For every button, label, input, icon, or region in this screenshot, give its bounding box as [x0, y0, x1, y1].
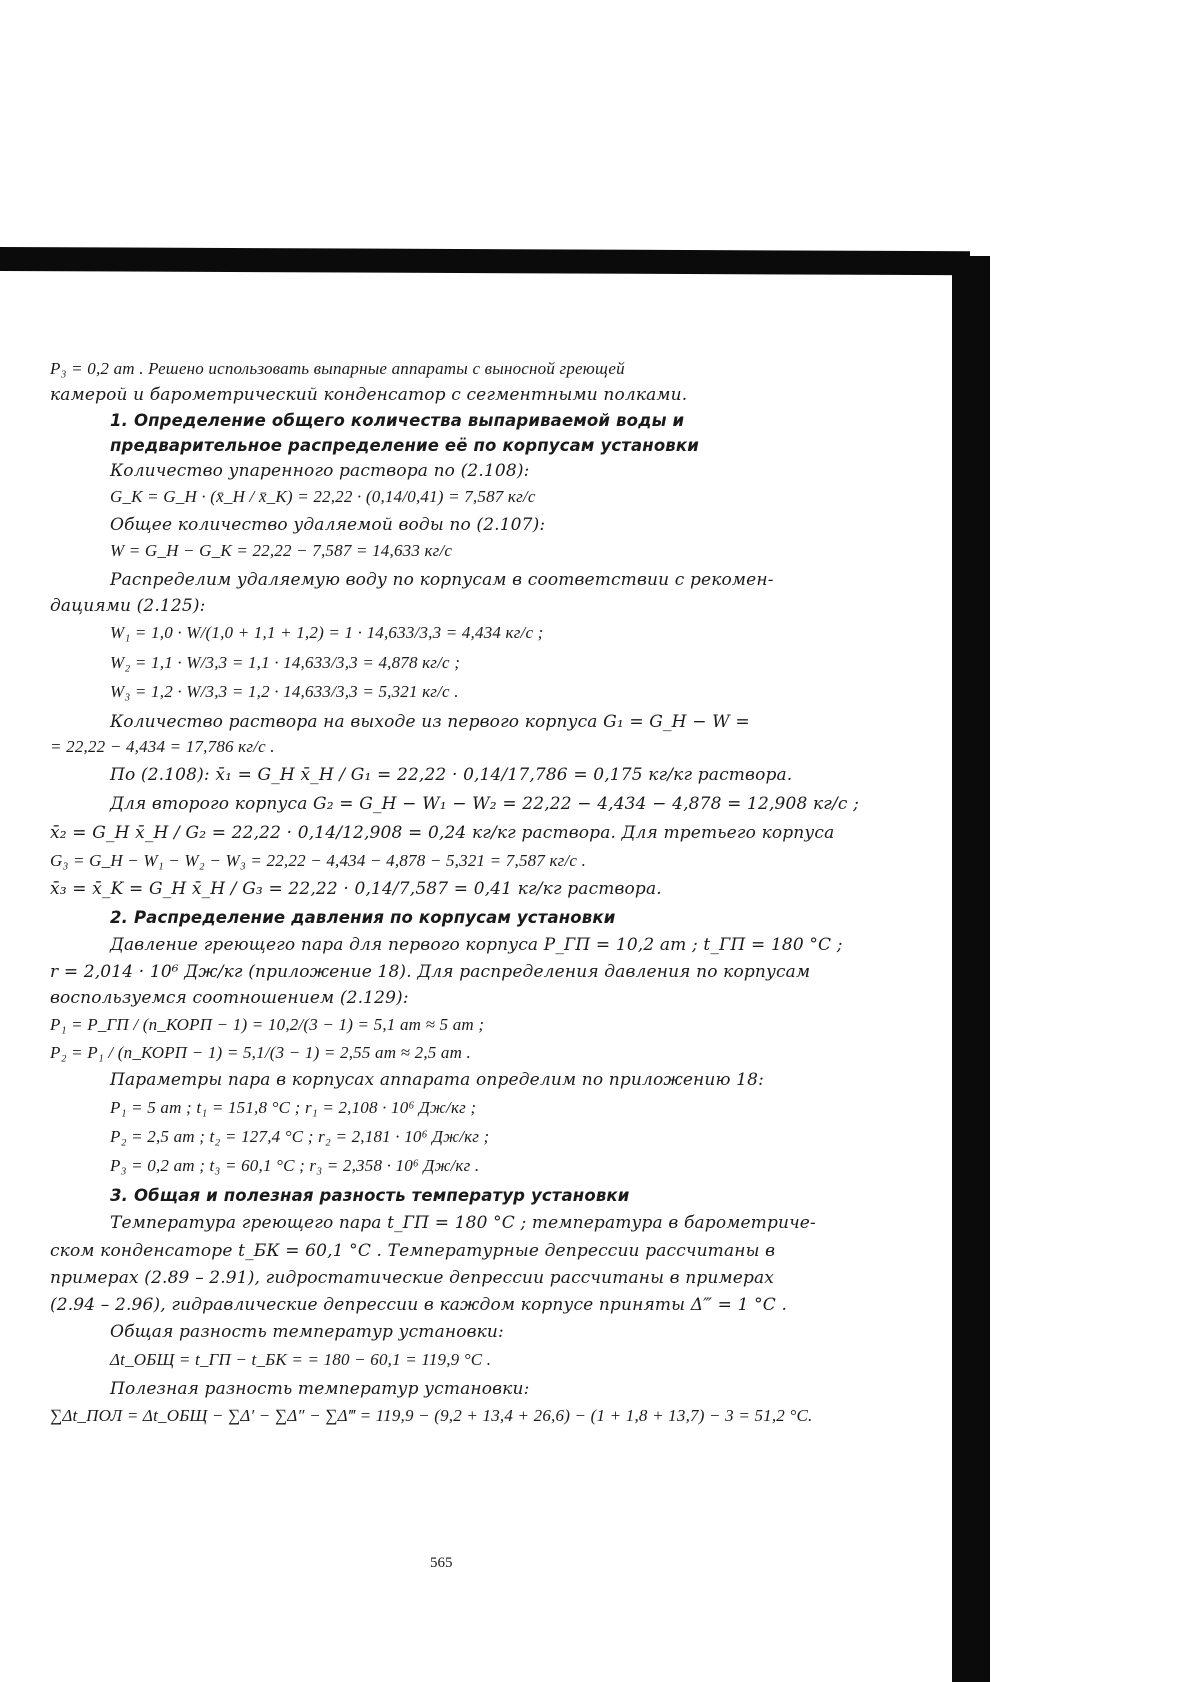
text-line: Общее количество удаляемой воды по (2.107):: [110, 515, 546, 535]
formula-line: G_K = G_H · (x̄_H / x̄_K) = 22,22 · (0,14/0,41) = 7,587 кг/с: [110, 487, 536, 506]
text-line: Полезная разность температур установки:: [110, 1379, 530, 1399]
text-line: Количество раствора на выходе из первого корпуса G₁ = G_H − W =: [110, 712, 750, 732]
section-heading: 2. Распределение давления по корпусам установки: [110, 908, 616, 927]
text-line: x̄₂ = G_H x̄_H / G₂ = 22,22 · 0,14/12,908 = 0,24 кг/кг раствора. Для третьего корпуса: [50, 823, 835, 843]
text-line: Давление греющего пара для первого корпуса P_ГП = 10,2 am ; t_ГП = 180 °C ;: [110, 935, 843, 955]
scan-edge-right: [952, 256, 990, 1682]
text-line: P₃ = 0,2 am . Решено использовать выпарные аппараты с выносной греющей: [50, 359, 625, 378]
text-line: ском конденсаторе t_БК = 60,1 °C . Температурные депрессии рассчитаны в: [50, 1241, 776, 1261]
section-heading: предварительное распределение её по корпусам установки: [110, 436, 699, 455]
section-heading: 1. Определение общего количества выпариваемой воды и: [110, 411, 685, 430]
formula-line: G₃ = G_H − W₁ − W₂ − W₃ = 22,22 − 4,434 − 4,878 − 5,321 = 7,587 кг/с .: [50, 851, 587, 870]
formula-line: = 22,22 − 4,434 = 17,786 кг/с .: [50, 737, 275, 756]
text-line: Температура греющего пара t_ГП = 180 °C ; температура в барометриче-: [110, 1213, 816, 1233]
formula-line: P₂ = 2,5 am ; t₂ = 127,4 °C ; r₂ = 2,181 · 10⁶ Дж/кг ;: [110, 1127, 490, 1146]
text-line: Количество упаренного раствора по (2.108):: [110, 461, 530, 481]
formula-line: ∑Δt_ПОЛ = Δt_ОБЩ − ∑Δ′ − ∑Δ″ − ∑Δ‴ = 119,9 − (9,2 + 13,4 + 26,6) − (1 + 1,8 + 13,7) − 3 = 51,2 °C.: [50, 1406, 813, 1425]
text-line: дациями (2.125):: [50, 596, 206, 616]
formula-line: W₂ = 1,1 · W/3,3 = 1,1 · 14,633/3,3 = 4,878 кг/с ;: [110, 653, 461, 672]
page-number: 565: [430, 1555, 453, 1571]
text-line: Распределим удаляемую воду по корпусам в соответствии с рекомен-: [110, 570, 774, 590]
formula-line: W = G_H − G_K = 22,22 − 7,587 = 14,633 кг/с: [110, 541, 453, 560]
formula-line: P₂ = P₁ / (n_КОРП − 1) = 5,1/(3 − 1) = 2,55 am ≈ 2,5 am .: [50, 1043, 472, 1062]
text-line: воспользуемся соотношением (2.129):: [50, 988, 409, 1008]
section-heading: 3. Общая и полезная разность температур установки: [110, 1186, 630, 1205]
text-line: x̄₃ = x̄_K = G_H x̄_H / G₃ = 22,22 · 0,14/7,587 = 0,41 кг/кг раствора.: [50, 879, 662, 899]
text-line: Общая разность температур установки:: [110, 1322, 504, 1342]
formula-line: W₁ = 1,0 · W/(1,0 + 1,1 + 1,2) = 1 · 14,633/3,3 = 4,434 кг/с ;: [110, 623, 544, 642]
text-line: r = 2,014 · 10⁶ Дж/кг (приложение 18). Для распределения давления по корпусам: [50, 962, 811, 982]
text-line: (2.94 – 2.96), гидравлические депрессии в каждом корпусе приняты Δ‴ = 1 °C .: [50, 1295, 788, 1315]
text-line: По (2.108): x̄₁ = G_H x̄_H / G₁ = 22,22 · 0,14/17,786 = 0,175 кг/кг раствора.: [110, 765, 793, 785]
scan-edge-top: [0, 247, 970, 275]
text-line: Параметры пара в корпусах аппарата определим по приложению 18:: [110, 1070, 764, 1090]
formula-line: P₃ = 0,2 am ; t₃ = 60,1 °C ; r₃ = 2,358 · 10⁶ Дж/кг .: [110, 1156, 480, 1175]
text-line: камерой и барометрический конденсатор с сегментными полками.: [50, 385, 688, 405]
formula-line: P₁ = P_ГП / (n_КОРП − 1) = 10,2/(3 − 1) = 5,1 am ≈ 5 am ;: [50, 1015, 485, 1034]
formula-line: P₁ = 5 am ; t₁ = 151,8 °C ; r₁ = 2,108 · 10⁶ Дж/кг ;: [110, 1098, 477, 1117]
text-line: примерах (2.89 – 2.91), гидростатические депрессии рассчитаны в примерах: [50, 1268, 775, 1288]
formula-line: W₃ = 1,2 · W/3,3 = 1,2 · 14,633/3,3 = 5,321 кг/с .: [110, 682, 459, 701]
text-line: Для второго корпуса G₂ = G_H − W₁ − W₂ = 22,22 − 4,434 − 4,878 = 12,908 кг/с ;: [110, 794, 859, 814]
formula-line: Δt_ОБЩ = t_ГП − t_БК = = 180 − 60,1 = 119,9 °C .: [110, 1350, 492, 1369]
